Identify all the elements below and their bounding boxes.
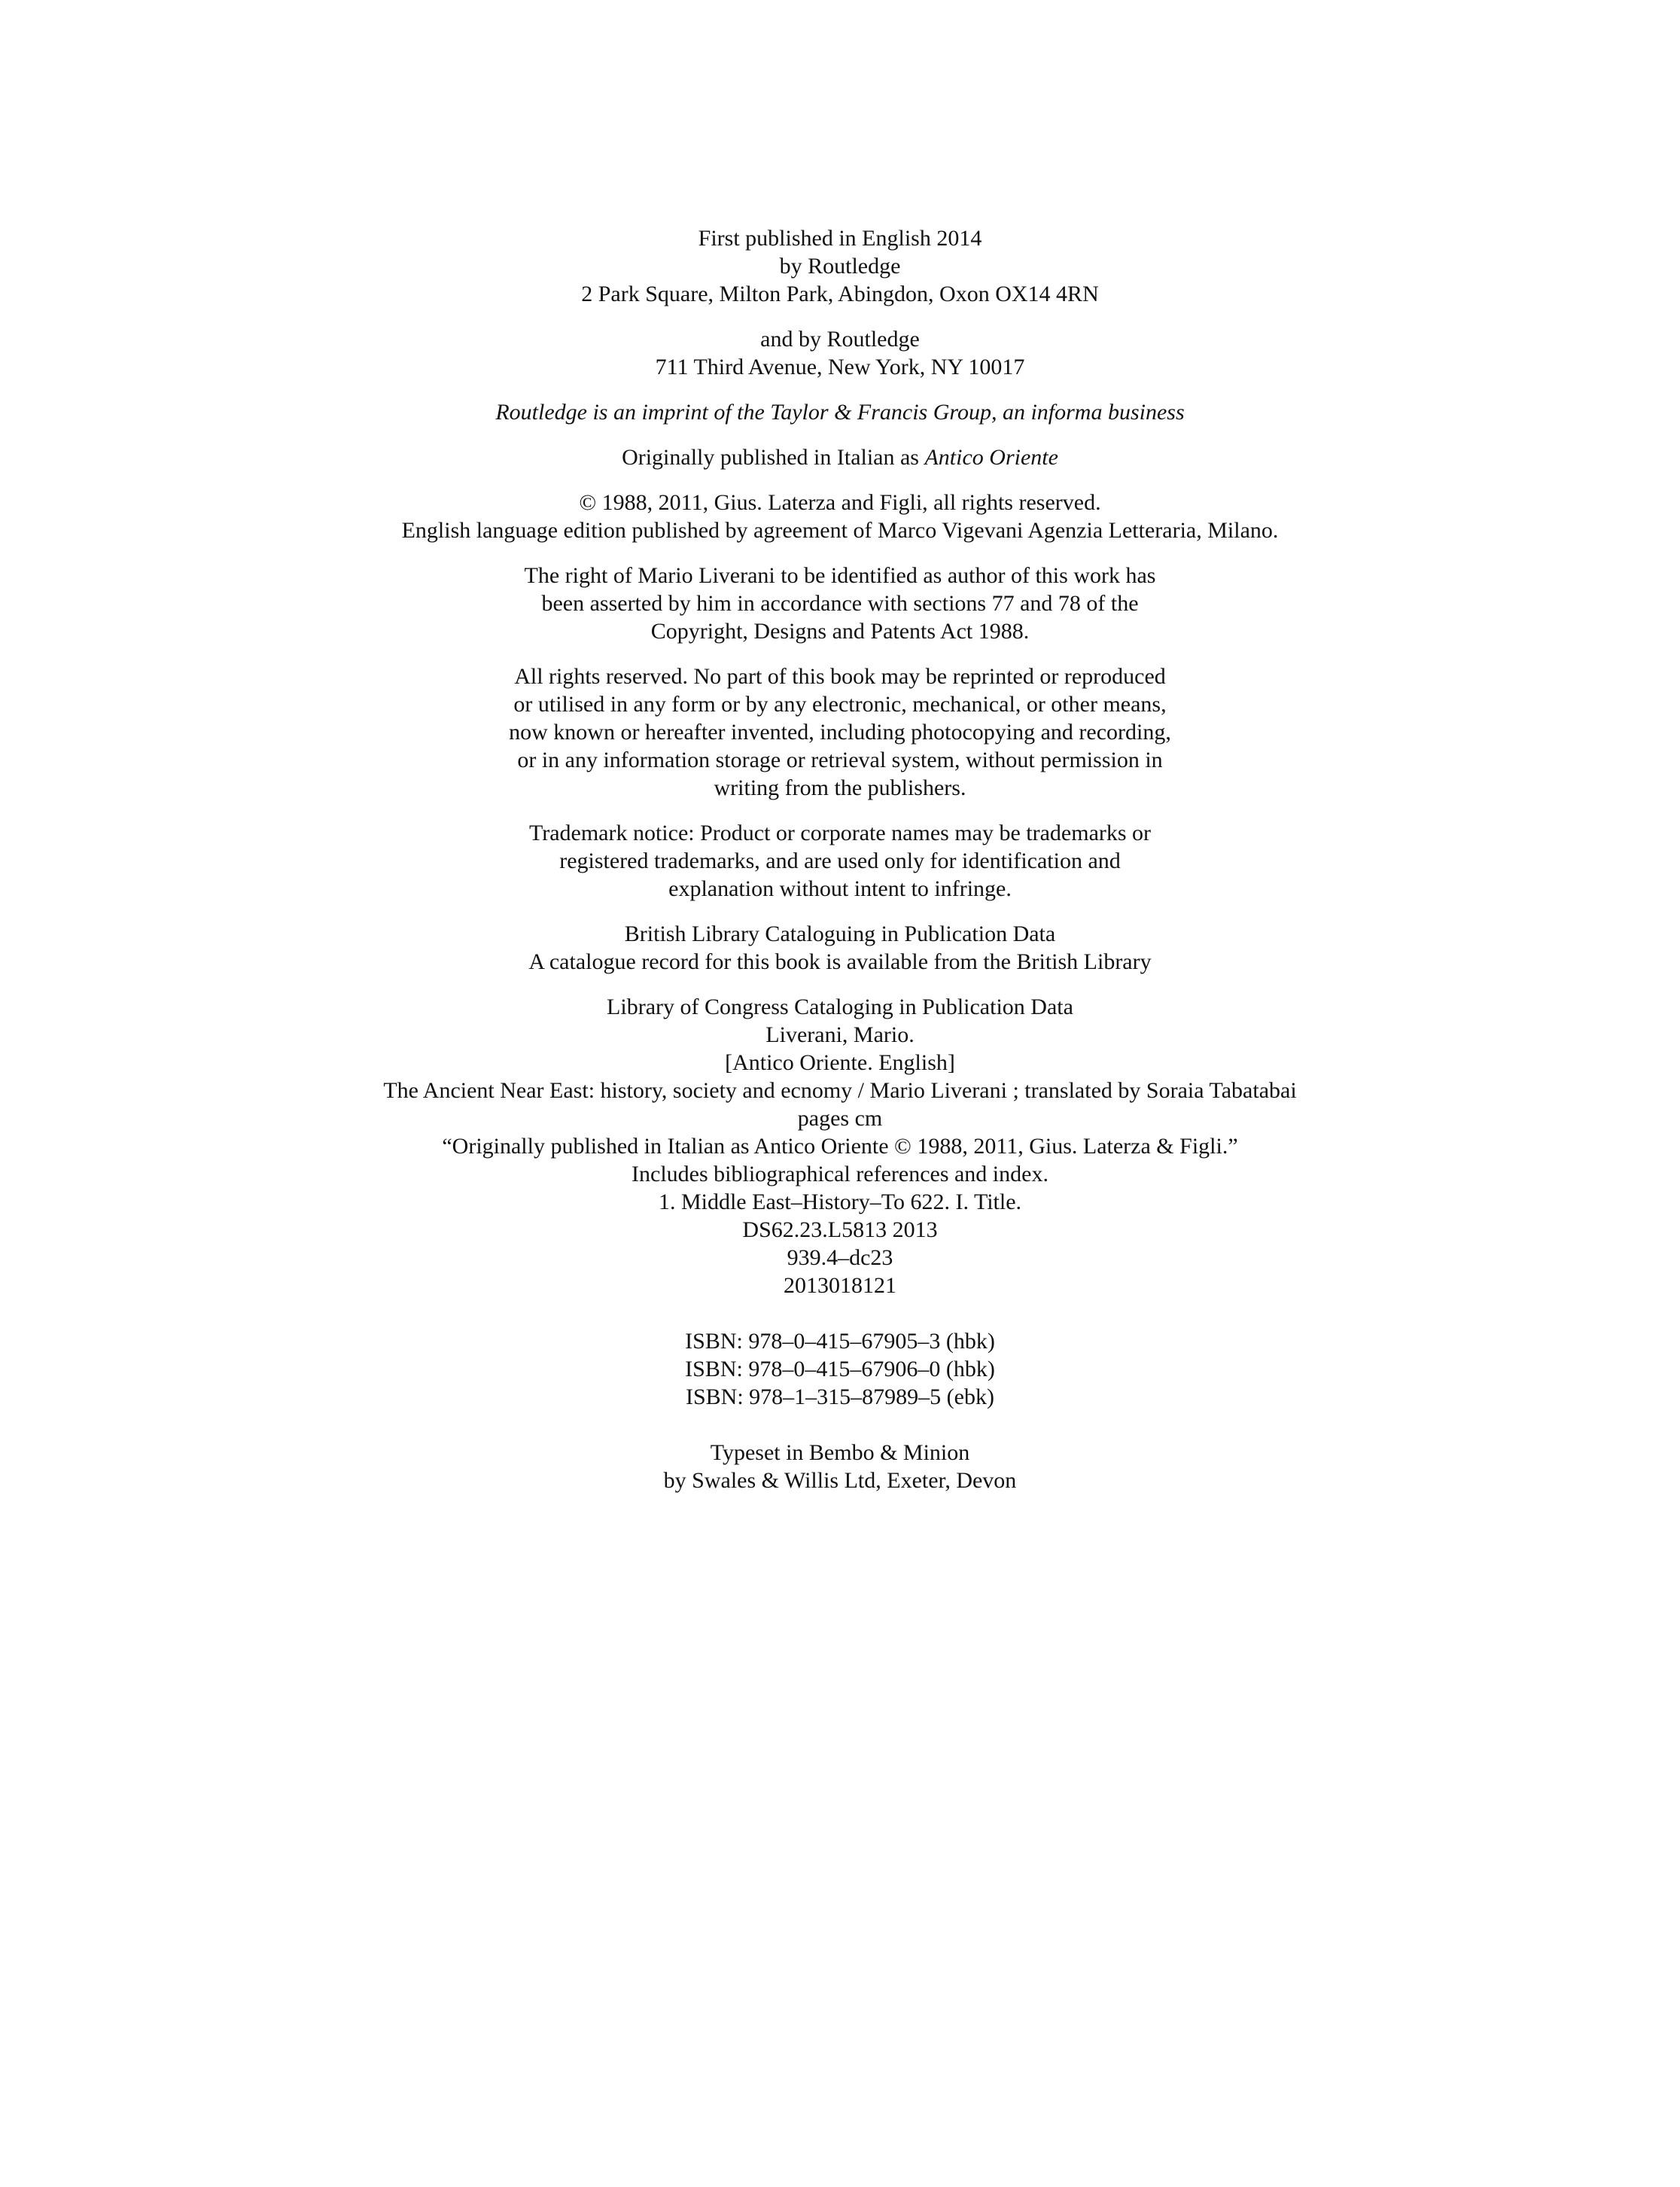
publication-line: First published in English 2014	[698, 226, 982, 251]
british-library-line: A catalogue record for this book is available from the British Library	[528, 949, 1152, 974]
trademark-block	[0, 819, 1680, 903]
original-title: Antico Oriente	[924, 445, 1058, 470]
rights-reserved-line: or in any information storage or retrieval system, without permission in	[517, 748, 1163, 772]
copyright-block	[0, 489, 1680, 544]
trademark-line: Trademark notice: Product or corporate names may be trademarks or	[528, 821, 1152, 845]
isbn-line: ISBN: 978–0–415–67905–3 (hbk)	[685, 1329, 995, 1354]
loc-line: Includes bibliographical references and index.	[632, 1162, 1048, 1186]
rights-reserved-line: writing from the publishers.	[714, 775, 966, 800]
loc-line: 939.4–dc23	[787, 1245, 893, 1270]
trademark-line: registered trademarks, and are used only for identification and	[559, 848, 1121, 873]
moral-rights-line: been asserted by him in accordance with sections 77 and 78 of the	[541, 591, 1139, 616]
moral-rights-line: The right of Mario Liverani to be identified as author of this work has	[524, 563, 1156, 588]
loc-line: 1. Middle East–History–To 622. I. Title.	[658, 1189, 1022, 1214]
moral-rights-block	[0, 562, 1680, 645]
us-publication-block	[0, 325, 1680, 381]
moral-rights-line: Copyright, Designs and Patents Act 1988.	[650, 619, 1030, 644]
loc-line: Library of Congress Cataloging in Publication Data	[607, 995, 1073, 1019]
loc-line: pages cm	[797, 1106, 883, 1131]
british-library-block	[0, 920, 1680, 976]
publication-block	[0, 224, 1680, 308]
loc-line: DS62.23.L5813 2013	[742, 1217, 938, 1242]
original-prefix: Originally published in Italian as	[622, 445, 925, 470]
typeset-line: Typeset in Bembo & Minion	[710, 1440, 970, 1465]
rights-reserved-block	[0, 662, 1680, 802]
original-publication-block	[0, 443, 1680, 471]
agreement-line: English language edition published by agreement of Marco Vigevani Agenzia Letteraria, Milano.	[401, 518, 1279, 543]
typesetter-line: by Swales & Willis Ltd, Exeter, Devon	[663, 1468, 1017, 1493]
imprint-block	[0, 398, 1680, 426]
publisher-line: by Routledge	[779, 254, 901, 279]
trademark-line: explanation without intent to infringe.	[668, 876, 1012, 901]
copyright-page	[0, 224, 1680, 1494]
us-publisher-line: and by Routledge	[760, 327, 920, 352]
rights-reserved-line: now known or hereafter invented, including photocopying and recording,	[509, 720, 1171, 745]
us-address-line: 711 Third Avenue, New York, NY 10017	[655, 355, 1025, 379]
publisher-address-line: 2 Park Square, Milton Park, Abingdon, Oxon OX14 4RN	[581, 282, 1099, 306]
copyright-line: © 1988, 2011, Gius. Laterza and Figli, all rights reserved.	[579, 490, 1101, 515]
loc-line: The Ancient Near East: history, society and ecnomy / Mario Liverani ; translated by Soraia Tabatabai	[383, 1078, 1297, 1103]
imprint-line: Routledge is an imprint of the Taylor & Francis Group, an informa business	[495, 400, 1185, 425]
loc-line: [Antico Oriente. English]	[725, 1050, 955, 1075]
loc-line: Liverani, Mario.	[765, 1022, 915, 1047]
loc-line: 2013018121	[784, 1273, 896, 1298]
rights-reserved-line: or utilised in any form or by any electronic, mechanical, or other means,	[513, 692, 1167, 717]
library-of-congress-block	[0, 993, 1680, 1299]
isbn-block	[0, 1327, 1680, 1411]
typeset-block	[0, 1439, 1680, 1494]
british-library-line: British Library Cataloguing in Publication Data	[624, 921, 1056, 946]
original-publication-line	[0, 443, 1680, 471]
rights-reserved-line: All rights reserved. No part of this book may be reprinted or reproduced	[514, 664, 1166, 689]
loc-line: “Originally published in Italian as Antico Oriente © 1988, 2011, Gius. Laterza & Figli.”	[442, 1134, 1238, 1159]
isbn-line: ISBN: 978–0–415–67906–0 (hbk)	[685, 1357, 995, 1381]
isbn-line: ISBN: 978–1–315–87989–5 (ebk)	[686, 1384, 994, 1409]
